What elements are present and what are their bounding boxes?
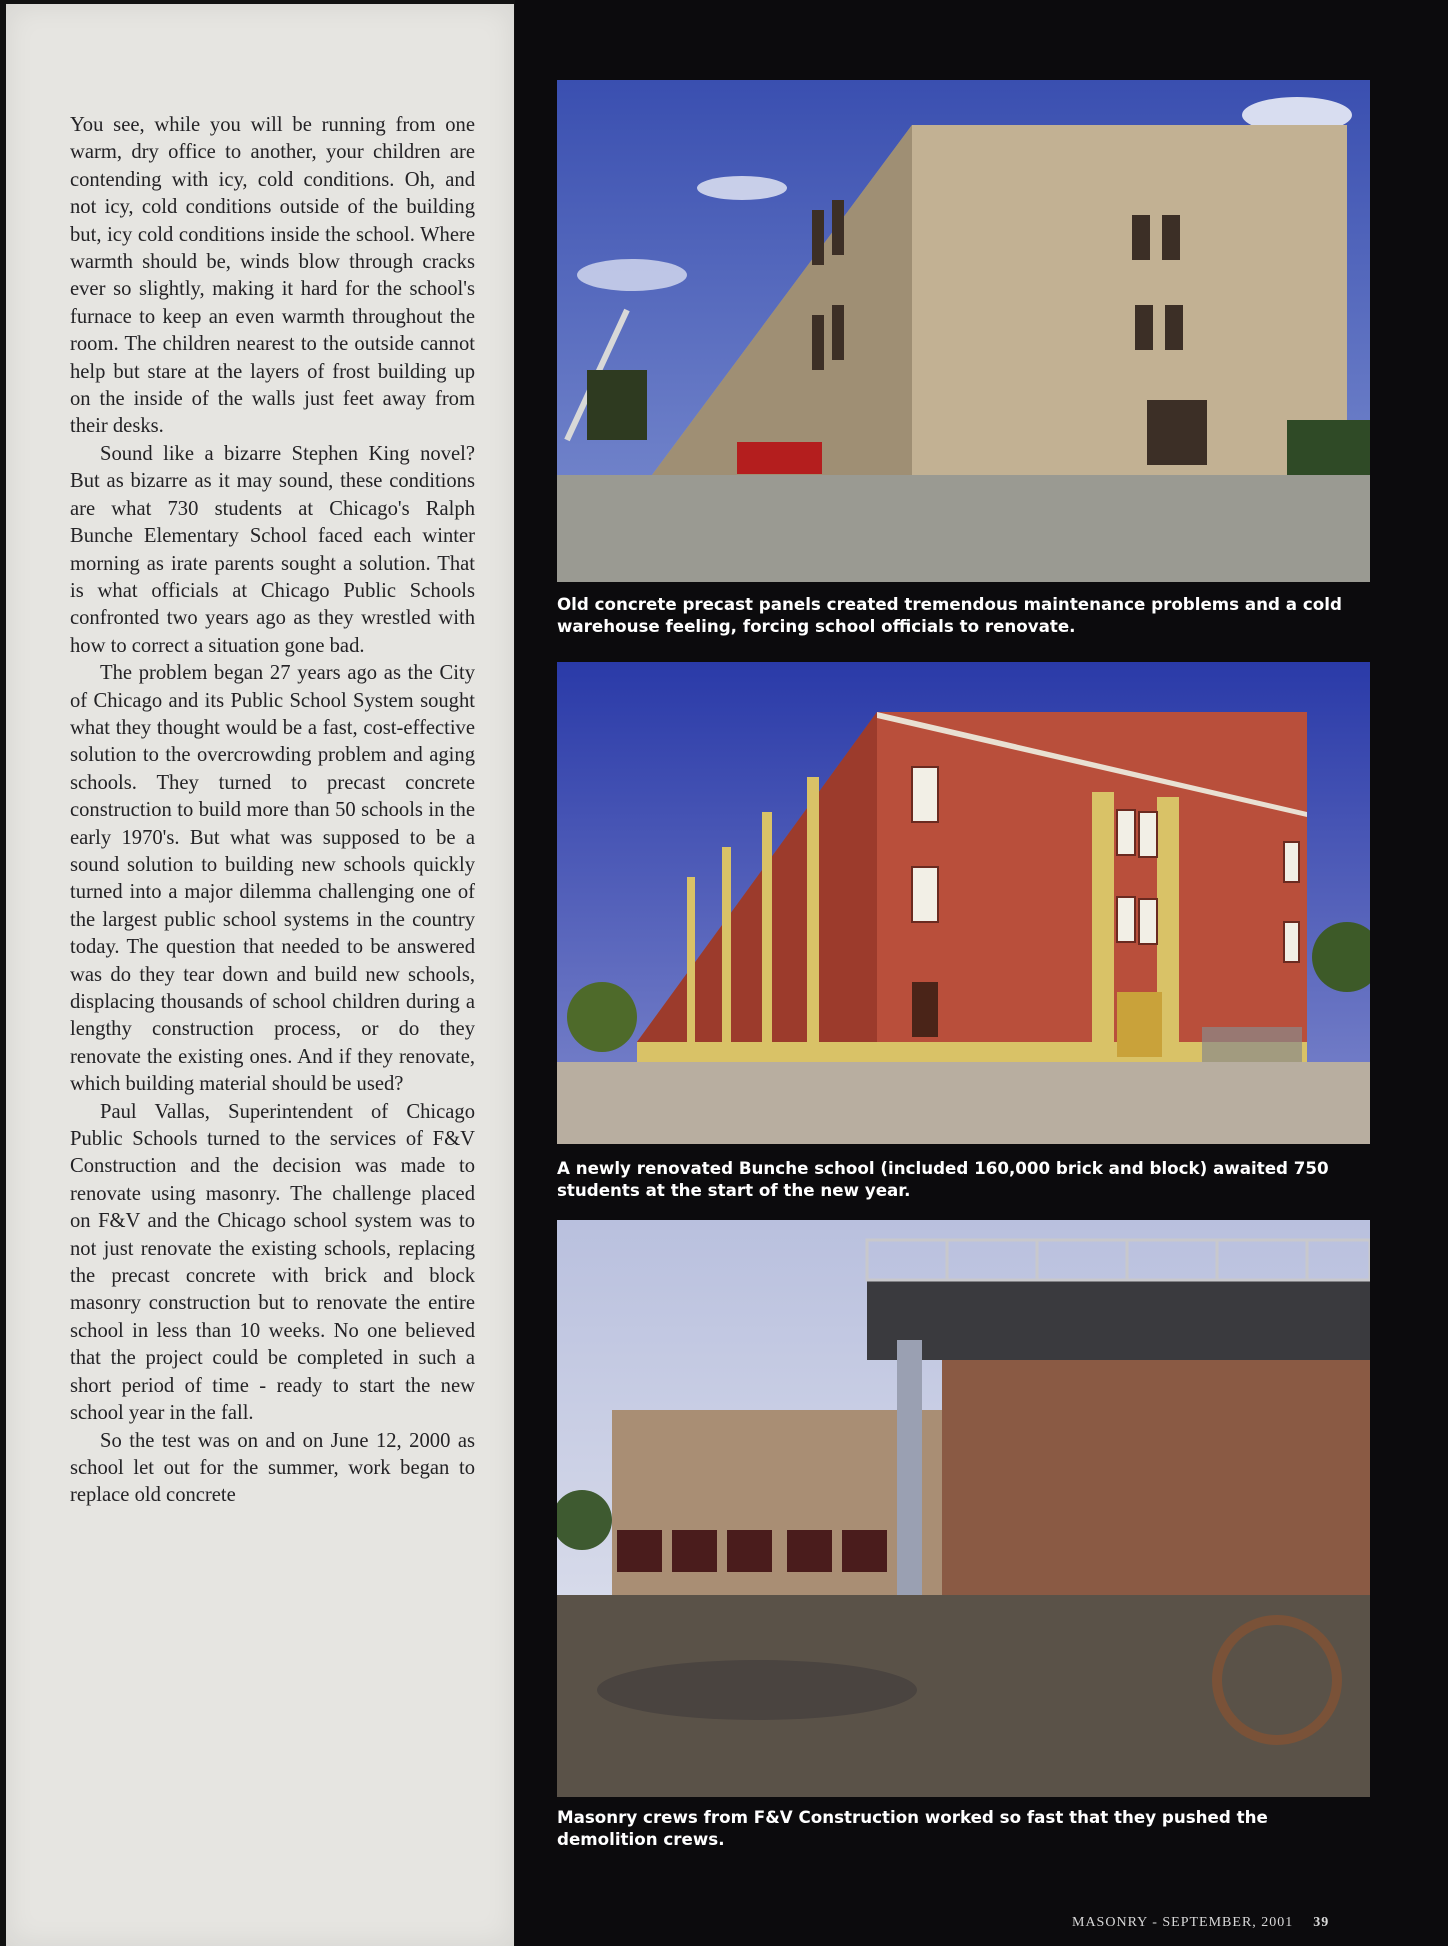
page-footer [1072,1915,1329,1931]
photo-renovated-school [557,662,1370,1144]
paragraph-1: You see, while you will be running from one warm, dry office to another, your children are contending with icy, cold conditions. Oh, and not icy, cold conditions outside of the building but, icy cold conditions inside the school. Where warmth should be, winds blow through cracks ever so slightly, making it hard for the school's furnace to keep an even warmth throughout the room. The children nearest to the outside cannot help but stare at the layers of frost building up on the inside of the walls just feet away from their desks. [70,114,475,438]
paragraph-2: Sound like a bizarre Stephen King novel? But as bizarre as it may sound, these conditions are what 730 students at Chicago's Ralph Bunche Elementary School faced each winter morning as irate parents sought a solution. That is what officials at Chicago Public Schools confronted two years ago as they wrestled with how to correct a situation gone bad. [70,442,475,657]
caption-2: A newly renovated Bunche school (included 160,000 brick and block) awaited 750 students at the start of the new year. [557,1158,1329,1200]
text-column [6,4,514,1946]
paragraph-5: So the test was on and on June 12, 2000 as school let out for the summer, work began to replace old concrete [70,1429,475,1507]
paragraph-4: Paul Vallas, Superintendent of Chicago Public Schools turned to the services of F&V Construction and the decision was made to renovate using masonry. The challenge placed on F&V and the Chicago school system was to not just renovate the existing schools, replacing the precast concrete with brick and block masonry construction but to renovate the entire school in less than 10 weeks. No one believed that the project could be completed in such a short period of time - ready to start the new school year in the fall. [70,1100,475,1425]
page-number: 39 [1313,1915,1330,1930]
photo-construction-site [557,1220,1370,1797]
article-body [70,112,475,1510]
paragraph-3: The problem began 27 years ago as the City of Chicago and its Public School System sought what they thought would be a fast, cost-effective solution to the overcrowding problem and aging schools. They turned to precast concrete construction to build more than 50 schools in the early 1970's. But what was supposed to be a sound solution to building new schools quickly turned into a major dilemma challenging one of the largest public school systems in the country today. The question that needed to be answered was do they tear down and build new schools, displacing thousands of school children during a lengthy construction process, or do they renovate the existing ones. And if they renovate, which building material should be used? [70,662,475,1096]
photo-precast-school [557,80,1370,582]
footer-publication: MASONRY - SEPTEMBER, 2001 [1072,1915,1294,1930]
caption-1: Old concrete precast panels created tremendous maintenance problems and a cold warehouse feeling, forcing school officials to renovate. [557,594,1342,636]
caption-3: Masonry crews from F&V Construction worked so fast that they pushed the demolition crews. [557,1807,1268,1849]
